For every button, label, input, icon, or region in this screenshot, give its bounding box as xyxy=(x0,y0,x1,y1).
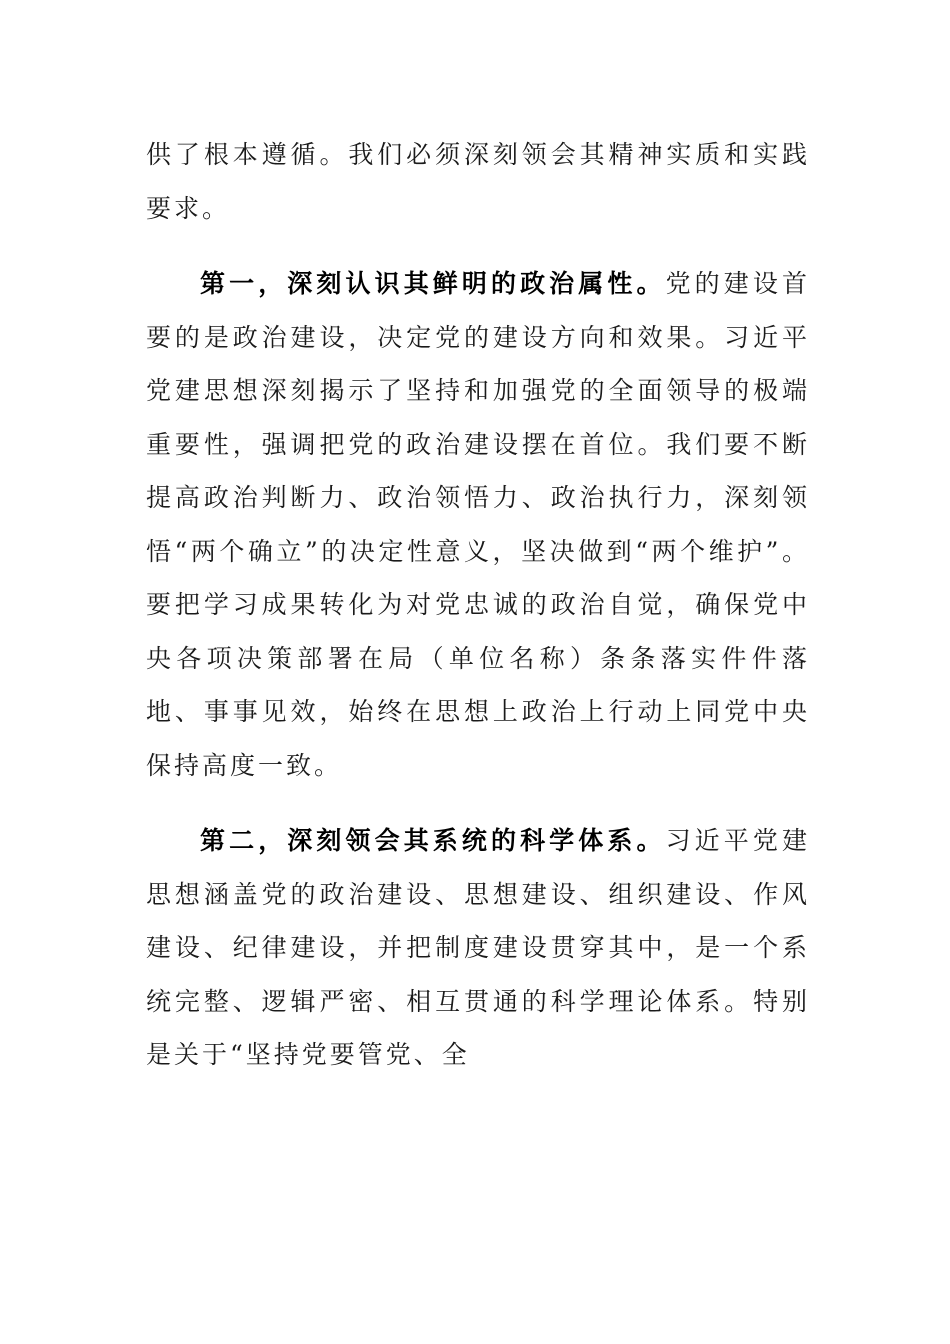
paragraph-first xyxy=(146,257,810,792)
paragraph-first-lead: 第一，深刻认识其鲜明的政治属性。 xyxy=(200,269,666,298)
document-body xyxy=(146,128,810,1082)
paragraph-first-body: 党的建设首要的是政治建设，决定党的建设方向和效果。习近平党建思想深刻揭示了坚持和加强党的全面领导的极端重要性，强调把党的政治建设摆在首位。我们要不断提高政治判断力、政治领悟力、政治执行力，深刻领悟“两个确立”的决定性意义，坚决做到“两个维护”。要把学习成果转化为对党忠诚的政治自觉，确保党中央各项决策部署在局（单位名称）条条落实件件落地、事事见效，始终在思想上政治上行动上同党中央保持高度一致。 xyxy=(146,269,810,780)
paragraph-second xyxy=(146,814,810,1082)
paragraph-second-lead: 第二，深刻领会其系统的科学体系。 xyxy=(200,826,666,855)
paragraph-second-body: 习近平党建思想涵盖党的政治建设、思想建设、组织建设、作风建设、纪律建设，并把制度建设贯穿其中，是一个系统完整、逻辑严密、相互贯通的科学理论体系。特别是关于“坚持党要管党、全 xyxy=(146,826,810,1069)
paragraph-intro-tail: 供了根本遵循。我们必须深刻领会其精神实质和实践要求。 xyxy=(146,140,810,223)
